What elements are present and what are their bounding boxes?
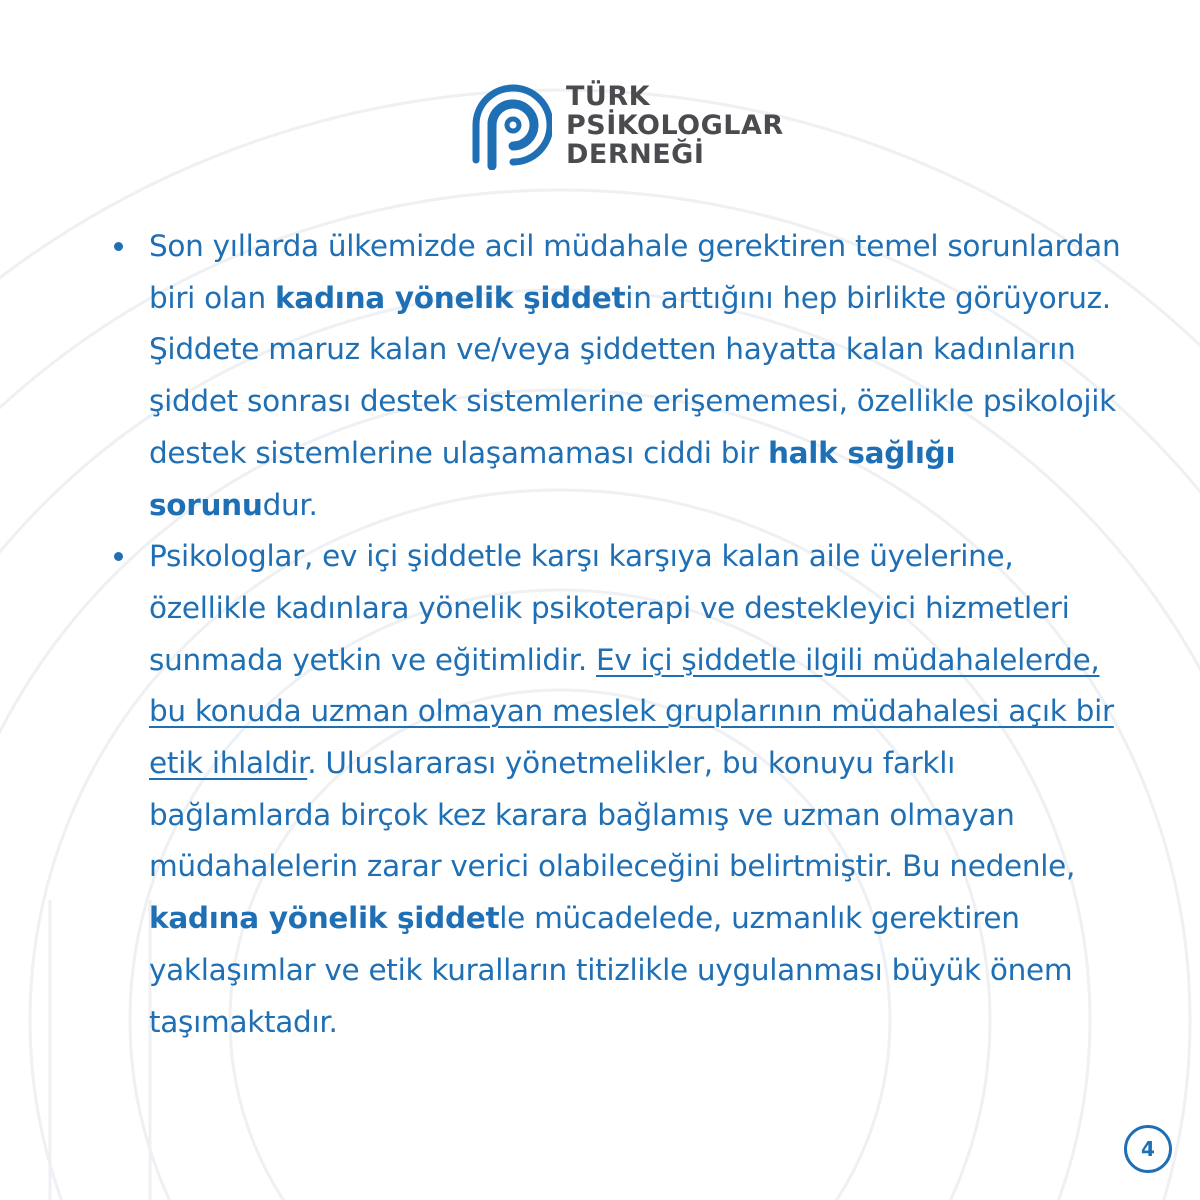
bullet-item-2 (112, 531, 1122, 1048)
logo-line-3: DERNEĞİ (566, 139, 705, 170)
bullet-1-segment-3: in arttığını hep birlikte görüyoruz. Şiddete maruz kalan ve/veya şiddetten hayatta kalan kadınların şiddet sonrası destek sistemlerine erişememesi, özellikle psikolojik destek sistemlerine ulaşamaması ciddi bir (149, 280, 1116, 470)
bullet-2-segment-5: le mücadelede, uzmanlık gerektiren yaklaşımlar ve etik kuralların titizlikle uygulanması büyük önem taşımaktadır. (149, 901, 1073, 1039)
bullet-2-segment-1: Psikologlar, ev içi şiddetle karşı karşıya kalan aile üyelerine, özellikle kadınlara yönelik psikoterapi ve destekleyici hizmetleri sunmada yetkin ve eğitimlidir. (149, 539, 1070, 677)
bullet-1-bold-violence: kadına yönelik şiddet (275, 280, 626, 315)
logo-text (566, 82, 784, 169)
logo-line-2: PSİKOLOGLAR (566, 110, 784, 141)
bullet-2-bold-violence: kadına yönelik şiddet (149, 901, 500, 936)
logo-line-1: TÜRK (566, 81, 651, 112)
bullet-item-1 (112, 221, 1122, 531)
page-number: 4 (1141, 1137, 1155, 1161)
organization-logo (462, 80, 784, 170)
main-content (112, 221, 1122, 1048)
bullet-1-bold-public-health: halk sağlığı sorunu (149, 435, 956, 522)
bullet-2-segment-3: . Uluslararası yönetmelikler, bu konuyu farklı bağlamlarda birçok kez karara bağlamış ve uzman olmayan müdahalelerin zarar verici olabileceğini belirtmiştir. Bu nedenle, (149, 746, 1076, 884)
bullet-1-segment-1: Son yıllarda ülkemizde acil müdahale gerektiren temel sorunlardan biri olan (149, 229, 1121, 315)
bullet-dot-icon (114, 242, 123, 251)
tpd-logo-mark-icon (462, 80, 552, 170)
bullet-list (112, 221, 1122, 1048)
bullet-dot-icon (114, 552, 123, 561)
page-number-badge (1124, 1125, 1172, 1173)
ethics-violation-link[interactable]: Ev içi şiddetle ilgili müdahalelerde, bu konuda uzman olmayan meslek gruplarının müdahalesi açık bir etik ihlaldir (149, 642, 1114, 781)
bullet-1-segment-5: dur. (262, 487, 318, 522)
